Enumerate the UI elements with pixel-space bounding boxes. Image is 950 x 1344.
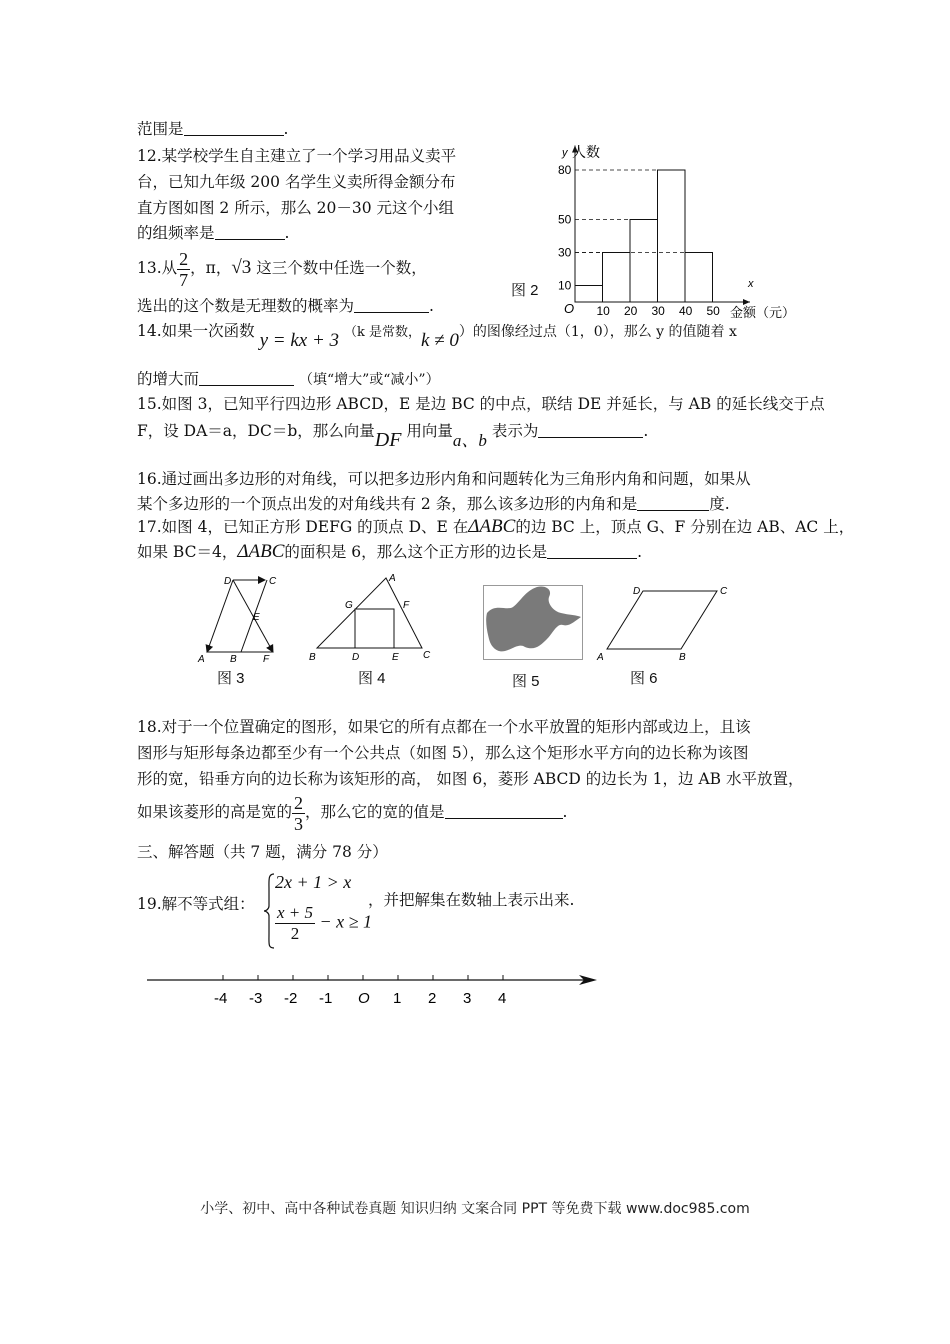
figure-5	[483, 585, 583, 660]
fig6-label-a: A	[597, 652, 604, 663]
fig6-label-b: B	[679, 652, 686, 663]
number-line-tick-label: 2	[428, 990, 437, 1007]
q11-line	[137, 118, 288, 140]
q15-line-1: 15.如图 3，已知平行四边形 ABCD，E 是边 BC 的中点，联结 DE 并延长，与 AB 的延长线交于点	[137, 395, 825, 413]
histogram-bar	[630, 220, 658, 303]
number-line-tick-label: 1	[393, 990, 402, 1007]
origin-label: O	[564, 301, 575, 316]
fraction-denominator: 3	[294, 813, 304, 834]
inequality-2-fraction	[275, 903, 315, 944]
q13-line-1	[137, 246, 427, 290]
q14-a: 14.如果一次函数	[137, 322, 255, 340]
x-tick-label: 20	[624, 304, 638, 318]
q12-line-2: 台，已知九年级 200 名学生义卖所得金额分布	[137, 173, 456, 191]
q14-answer-blank[interactable]	[199, 369, 294, 386]
figure-3	[195, 574, 285, 664]
histogram-figure-2	[550, 140, 800, 325]
q15-vectors: a、b	[452, 431, 487, 450]
x-axis-letter: x	[748, 278, 754, 290]
figure-3-caption: 图 3	[217, 670, 245, 687]
q16-answer-blank[interactable]	[637, 494, 709, 511]
q19-tail: ，并把解集在数轴上表示出来.	[368, 891, 575, 909]
y-tick-label: 80	[558, 163, 572, 177]
fig3-label-d: D	[224, 576, 232, 587]
fraction-numerator: x + 5	[277, 903, 314, 922]
number-line-tick-label: O	[358, 990, 370, 1007]
figure-6	[595, 583, 735, 663]
q18-end: .	[562, 803, 568, 821]
fig3-label-e: E	[253, 612, 260, 623]
fig3-label-c: C	[269, 576, 277, 587]
q14-line-2	[137, 368, 440, 391]
number-line-tick-label: 4	[498, 990, 507, 1007]
q12-answer-blank[interactable]	[215, 223, 285, 240]
figure-5-caption: 图 5	[512, 673, 540, 690]
q16-line-1: 16.通过画出多边形的对角线，可以把多边形内角和问题转化为三角形内角和问题，如果从	[137, 470, 751, 488]
q17-line-2	[137, 541, 642, 563]
fig4-label-d: D	[352, 652, 360, 662]
q15-l2a: F，设 DA＝a，DC＝b，那么向量	[137, 422, 375, 440]
number-line-tick-label: -3	[249, 990, 263, 1007]
number-line-tick-label: -1	[319, 990, 333, 1007]
fig4-label-e: E	[392, 652, 399, 662]
fig3-label-f: F	[263, 654, 270, 664]
q15-vector-df: DF	[374, 429, 402, 451]
q17-l2a: 如果 BC＝4，	[137, 543, 238, 561]
histogram-bar	[685, 253, 713, 303]
fig4-label-c: C	[423, 650, 431, 661]
histogram-bar	[575, 286, 603, 303]
x-tick-label: 50	[706, 304, 720, 318]
q15-answer-blank[interactable]	[538, 421, 643, 438]
page-footer: 小学、初中、高中各种试卷真题 知识归纳 文案合同 PPT 等免费下载 www.doc985.com	[200, 1201, 750, 1217]
histogram-bar	[603, 253, 631, 303]
figure-6-caption: 图 6	[630, 670, 658, 687]
fig6-label-c: C	[720, 586, 728, 597]
number-line-tick-label: 3	[463, 990, 472, 1007]
q18-l4a: 如果该菱形的高是宽的	[137, 803, 293, 821]
q14-b: （k 是常数，	[343, 325, 421, 340]
figure-2-caption: 图 2	[511, 282, 539, 299]
q13-tail: 这三个数中任选一个数，	[256, 259, 427, 277]
q17-triangle-2: ΔABC	[237, 541, 285, 562]
q13-mid: ，π，	[190, 259, 232, 277]
fraction-numerator: 2	[294, 792, 304, 813]
q15-line-2	[137, 419, 649, 451]
q18-line-1: 18.对于一个位置确定的图形，如果它的所有点都在一个水平放置的矩形内部或边上，且该	[137, 718, 751, 736]
y-tick-label: 30	[558, 245, 572, 260]
y-axis-letter: y	[562, 147, 568, 159]
q12-line-4	[137, 222, 289, 244]
fraction-denominator: 7	[179, 269, 189, 290]
q13-text: 选出的这个数是无理数的概率为	[137, 297, 355, 315]
q18-answer-blank[interactable]	[445, 802, 563, 819]
fig4-label-b: B	[309, 652, 316, 662]
q14-line-1	[137, 320, 737, 351]
inequality-2	[275, 903, 372, 944]
number-line	[145, 966, 605, 1016]
section-3-title: 三、解答题（共 7 题，满分 78 分）	[137, 843, 388, 861]
q12-line-1: 12.某学校学生自主建立了一个学习用品义卖平	[137, 147, 457, 165]
number-line-tick-label: -4	[214, 990, 228, 1007]
q14-l2b: （填“增大”或“减小”）	[298, 372, 440, 388]
fig3-label-b: B	[230, 654, 237, 664]
x-axis-label: 金额（元）	[730, 305, 796, 320]
inequality-1: 2x + 1 > x	[275, 872, 352, 892]
q13-answer-blank[interactable]	[354, 296, 429, 313]
y-tick-label: 50	[558, 212, 572, 227]
fig6-label-d: D	[633, 586, 641, 597]
q17-l1b: 的边 BC 上，顶点 G、F 分别在边 AB、AC 上，	[515, 518, 855, 536]
q14-expr: y = kx + 3	[259, 330, 340, 351]
number-line-tick-label: -2	[284, 990, 298, 1007]
histogram-bar	[658, 170, 686, 302]
fig4-label-g: G	[345, 600, 353, 611]
q12-text: 的组频率是	[137, 224, 215, 242]
q18-fraction	[292, 793, 305, 834]
figure-4-caption: 图 4	[358, 670, 386, 687]
histogram-plot	[558, 146, 750, 319]
x-tick-label: 40	[679, 304, 693, 318]
inequality-2-tail: − x ≥ 1	[319, 911, 373, 932]
q15-l2c: 表示为	[491, 422, 539, 440]
fig4-label-f: F	[403, 600, 410, 611]
q13-end: .	[429, 297, 434, 315]
q12-line-3: 直方图如图 2 所示，那么 20－30 元这个小组	[137, 199, 455, 217]
q16-end: 度.	[709, 495, 730, 513]
q12-end: .	[284, 224, 290, 242]
q17-l2b: 的面积是 6，那么这个正方形的边长是	[284, 543, 548, 561]
q18-l4b: ，那么它的宽的值是	[305, 803, 445, 821]
y-tick-label: 10	[558, 278, 572, 293]
q14-l2a: 的增大而	[137, 370, 200, 388]
q18-line-4	[137, 788, 567, 836]
q15-l2b: 用向量	[406, 422, 453, 440]
fraction-numerator: 2	[179, 248, 189, 269]
q18-line-3: 形的宽，铅垂方向的边长称为该矩形的高， 如图 6，菱形 ABCD 的边长为 1，边 AB 水平放置，	[137, 770, 804, 788]
q16-text: 某个多边形的一个顶点出发的对角线共有 2 条，那么该多边形的内角和是	[137, 495, 638, 513]
q17-triangle: ΔABC	[468, 516, 516, 537]
q19-label: 19.解不等式组：	[137, 895, 255, 913]
q11-answer-blank[interactable]	[184, 119, 284, 136]
x-tick-label: 30	[651, 304, 665, 318]
q17-l1a: 17.如图 4，已知正方形 DEFG 的顶点 D、E 在	[137, 518, 469, 536]
q13-label: 13.从	[137, 259, 178, 277]
q15-end: .	[643, 422, 649, 440]
q17-end: .	[637, 543, 643, 561]
figure-4	[305, 572, 435, 662]
q17-answer-blank[interactable]	[547, 542, 637, 559]
system-brace	[262, 872, 276, 950]
q14-c: ）的图像经过点（1，0），那么 y 的值随着 x	[458, 324, 737, 340]
q13-fraction	[177, 249, 190, 290]
x-tick-label: 10	[596, 304, 610, 318]
q18-line-2: 图形与矩形每条边都至少有一个公共点（如图 5），那么这个矩形水平方向的边长称为该图	[137, 744, 749, 762]
fig4-label-a: A	[389, 573, 396, 584]
q17-line-1	[137, 516, 854, 538]
q16-line-2	[137, 493, 730, 515]
q11-text: 范围是	[137, 120, 184, 138]
fig3-label-a: A	[198, 654, 205, 664]
q14-cond: k ≠ 0	[421, 330, 459, 351]
y-axis-label: 人数	[572, 144, 600, 160]
q13-line-2	[137, 295, 434, 317]
q13-root: √3	[231, 257, 252, 278]
fraction-denominator: 2	[290, 924, 300, 943]
q11-end: .	[283, 120, 289, 138]
